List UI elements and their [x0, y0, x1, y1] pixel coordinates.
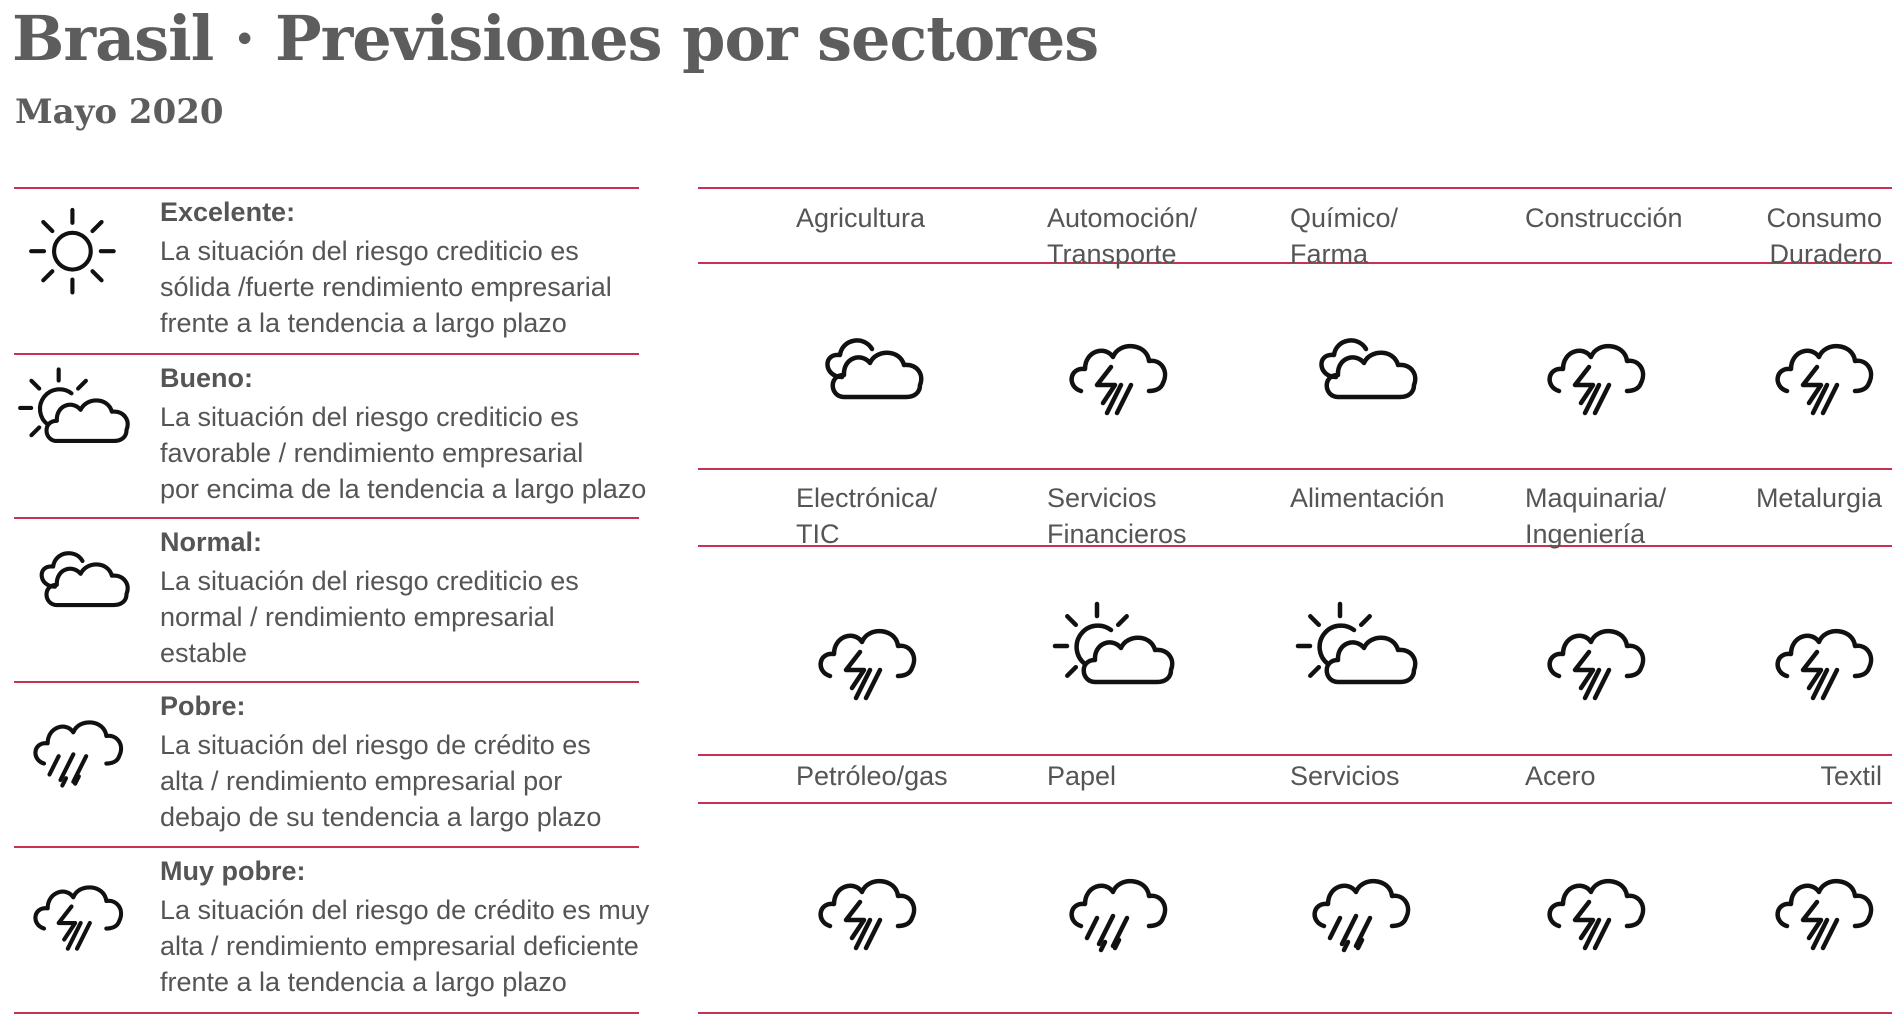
legend-description — [160, 563, 579, 671]
storm-icon — [1535, 323, 1655, 423]
sector-label-line: Transporte — [1047, 239, 1177, 269]
legend-divider — [14, 846, 639, 848]
sector-label-line: Químico/ — [1290, 203, 1399, 233]
sector-row-divider — [698, 754, 1892, 756]
sector-label-line: Servicios — [1047, 483, 1157, 513]
cloud-icon — [22, 537, 132, 629]
legend-description — [160, 233, 612, 341]
sector-label — [1662, 758, 1882, 794]
storm-icon — [1763, 608, 1883, 708]
storm-icon — [1535, 858, 1655, 958]
legend-heading: Excelente: — [160, 197, 296, 227]
legend-heading: Bueno: — [160, 363, 253, 393]
sector-label-line: Consumo — [1766, 203, 1882, 233]
legend-description-line: sólida /fuerte rendimiento empresarial — [160, 272, 612, 302]
sun-cloud-icon — [1057, 608, 1177, 708]
sector-label-line: Agricultura — [796, 203, 926, 233]
cloud-icon — [806, 323, 926, 423]
sector-label-line: TIC — [796, 519, 840, 549]
storm-icon — [1057, 323, 1177, 423]
sector-label-line: Electrónica/ — [796, 483, 938, 513]
legend-description-line: por encima de la tendencia a largo plazo — [160, 474, 647, 504]
sun-cloud-icon — [22, 373, 132, 465]
legend-description — [160, 399, 646, 507]
storm-icon — [1763, 323, 1883, 423]
cloud-icon — [1300, 323, 1420, 423]
sector-label-line: Metalurgia — [1755, 483, 1882, 513]
sector-label-line: Acero — [1525, 761, 1596, 791]
sector-label — [1662, 200, 1882, 272]
sector-label — [796, 758, 1016, 794]
legend-description-line: normal / rendimiento empresarial — [160, 602, 555, 632]
rain-icon — [1057, 858, 1177, 958]
storm-icon — [22, 866, 132, 958]
storm-icon — [806, 608, 926, 708]
sector-label — [1662, 480, 1882, 516]
legend-description-line: alta / rendimiento empresarial por — [160, 766, 563, 796]
sector-label-line: Automoción/ — [1047, 203, 1198, 233]
page-subtitle: Mayo 2020 — [15, 92, 224, 132]
legend-description-line: La situación del riesgo de crédito es muy — [160, 895, 650, 925]
legend-divider — [14, 353, 639, 355]
sector-label-line: Construcción — [1525, 203, 1683, 233]
rain-icon — [1300, 858, 1420, 958]
sector-label — [1290, 758, 1510, 794]
legend-description-line: frente a la tendencia a largo plazo — [160, 967, 567, 997]
legend-description-line: frente a la tendencia a largo plazo — [160, 308, 567, 338]
sector-label — [796, 200, 1016, 236]
sector-label-line: Farma — [1290, 239, 1369, 269]
page-title: Brasil · Previsiones por sectores — [12, 2, 1099, 75]
legend-heading: Pobre: — [160, 691, 246, 721]
rain-icon — [22, 701, 132, 793]
legend-description-line: favorable / rendimiento empresarial — [160, 438, 584, 468]
legend-description-line: debajo de su tendencia a largo plazo — [160, 802, 602, 832]
sector-label — [1047, 200, 1267, 272]
sector-label-line: Ingeniería — [1525, 519, 1646, 549]
storm-icon — [806, 858, 926, 958]
sector-row-divider — [698, 468, 1892, 470]
legend-description-line: La situación del riesgo crediticio es — [160, 236, 579, 266]
legend-divider — [14, 681, 639, 683]
sector-label-line: Servicios — [1290, 761, 1400, 791]
legend-description-line: estable — [160, 638, 248, 668]
sector-label-line: Financieros — [1047, 519, 1187, 549]
sector-label — [796, 480, 1016, 552]
sector-row-divider — [698, 187, 1892, 189]
sector-label-line: Textil — [1820, 761, 1882, 791]
sector-label-line: Papel — [1047, 761, 1117, 791]
legend-description — [160, 727, 601, 835]
storm-icon — [1763, 858, 1883, 958]
legend-heading: Muy pobre: — [160, 856, 306, 886]
legend-divider — [14, 517, 639, 519]
storm-icon — [1535, 608, 1655, 708]
legend-description-line: La situación del riesgo crediticio es — [160, 402, 579, 432]
legend-heading: Normal: — [160, 527, 263, 557]
legend-description-line: La situación del riesgo crediticio es — [160, 566, 579, 596]
sector-label-line: Alimentación — [1290, 483, 1445, 513]
legend-description-line: La situación del riesgo de crédito es — [160, 730, 591, 760]
sector-label — [1047, 758, 1267, 794]
legend-divider — [14, 1012, 639, 1014]
sector-label — [1047, 480, 1267, 552]
sector-label-line: Duradero — [1769, 239, 1882, 269]
sun-cloud-icon — [1300, 608, 1420, 708]
legend-description — [160, 892, 649, 1000]
legend-description-line: alta / rendimiento empresarial deficiente — [160, 931, 639, 961]
sector-label — [1290, 200, 1510, 272]
sun-icon — [22, 207, 132, 299]
sector-label-line: Petróleo/gas — [796, 761, 948, 791]
sector-label — [1290, 480, 1510, 516]
sector-label-line: Maquinaria/ — [1525, 483, 1667, 513]
sector-row-divider — [698, 1012, 1892, 1014]
legend-divider — [14, 187, 639, 189]
sector-row-divider — [698, 802, 1892, 804]
